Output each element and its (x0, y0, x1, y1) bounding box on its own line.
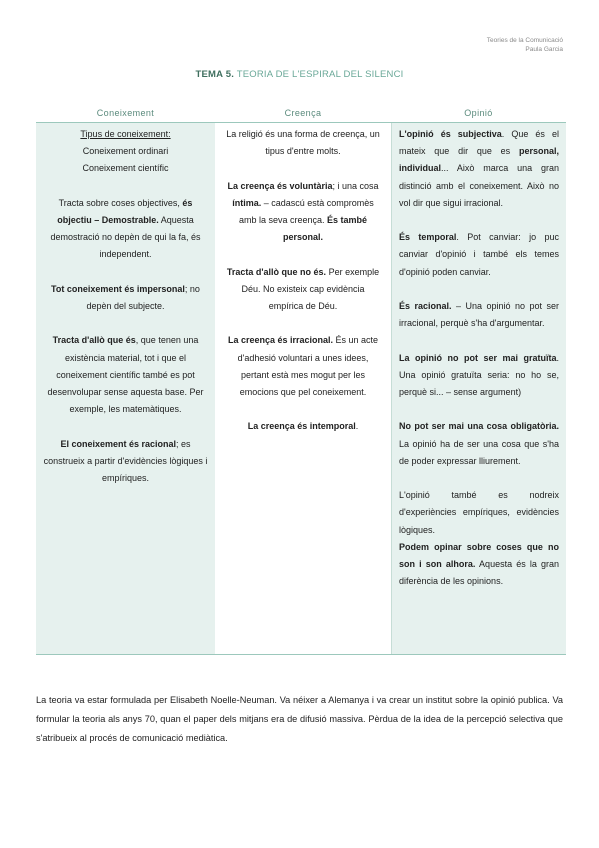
column-coneixement (36, 123, 215, 655)
creenca-paragraph-5: La creença és intemporal. (247, 421, 359, 432)
header-coneixement: Coneixement (96, 108, 155, 118)
creenca-paragraph-1: La religió és una forma de creença, un tipus d'entre molts. (226, 129, 380, 157)
coneixement-paragraph-1: Tracta sobre coses objectives, és objectiu – Demostrable. Aquesta demostració no depèn de qui la fa, és independent. (50, 197, 201, 260)
page-title (0, 69, 599, 80)
opinio-paragraph-6: L'opinió també es nodreix d'experiències empíriques, evidències lògiques. (399, 490, 559, 535)
title-number: TEMA 5. (195, 69, 235, 80)
opinio-paragraph-2: És temporal. Pot canviar: jo puc canviar d'opinió i també els temes d'opinió poden canviar. (399, 232, 559, 277)
types-title: Tipus de coneixement: (80, 129, 171, 139)
type-cientific: Coneixement científic (82, 163, 169, 174)
creenca-paragraph-4: La creença és irracional. És un acte d'adhesió voluntari a unes idees, pertant està mes mogut per les emocions que pel coneixement. (227, 335, 379, 397)
document-header (487, 36, 563, 54)
coneixement-paragraph-3: Tracta d'allò que és, que tenen una existència material, tot i que el coneixement científic també es pot desenvolupar sense aquesta base. Per exemple, les matemàtiques. (47, 335, 204, 415)
opinio-paragraph-5: No pot ser mai una cosa obligatòria. La opinió ha de ser una cosa que s'ha de poder expressar lliurement. (399, 421, 559, 466)
opinio-paragraph-7: Podem opinar sobre coses que no son i son alhora. Aquesta és la gran diferència de les opinions. (399, 541, 560, 587)
opinio-paragraph-1: L'opinió és subjectiva. Que és el mateix que dir que es personal, individual... Això marca una gran distinció amb el coneixement. Això no vol dir que sigui irracional. (399, 129, 559, 208)
opinio-paragraph-3: És racional. – Una opinió no pot ser irracional, perquè s'ha d'argumentar. (399, 301, 559, 329)
course-name: Teories de la Comunicació (486, 37, 563, 44)
column-opinio (391, 123, 566, 655)
table-body-row (36, 123, 566, 655)
header-opinio: Opinió (464, 108, 493, 118)
body-paragraph: La teoria va estar formulada per Elisabeth Noelle-Neuman. Va néixer a Alemanya i va crear un institut sobre la opinió publica. Va formular la teoria als anys 70, quan el paper dels mitjans era de difusió massiva. Pèrdua de la idea de la percepció selectiva que s'atribueix al procés de comunicació mediàtica. (36, 695, 563, 744)
column-creenca (215, 123, 391, 655)
comparison-table (36, 104, 566, 655)
author-name: Paula Garcia (525, 46, 563, 53)
creenca-paragraph-2: La creença és voluntària; i una cosa íntima. – cadascú està compromès amb la seva creença. És també personal. (227, 180, 379, 243)
opinio-paragraph-4: La opinió no pot ser mai gratuïta. Una opinió gratuïta seria: no ho se, perquè si... – sense argument) (399, 352, 559, 397)
creenca-paragraph-3: Tracta d'allò que no és. Per exemple Déu. No existeix cap evidència empírica de Déu. (226, 266, 380, 311)
table-bottom-border (36, 654, 566, 655)
coneixement-paragraph-4: El coneixement és racional; es construeix a partir d'evidències lògiques i empíriques. (43, 438, 208, 483)
title-text: TEORIA DE L'ESPIRAL DEL SILENCI (236, 69, 404, 80)
type-ordinari: Coneixement ordinari (82, 146, 169, 157)
table-header-row (36, 104, 566, 123)
coneixement-paragraph-2: Tot coneixement és impersonal; no depèn del subjecte. (51, 283, 200, 311)
header-creenca: Creença (284, 108, 322, 118)
